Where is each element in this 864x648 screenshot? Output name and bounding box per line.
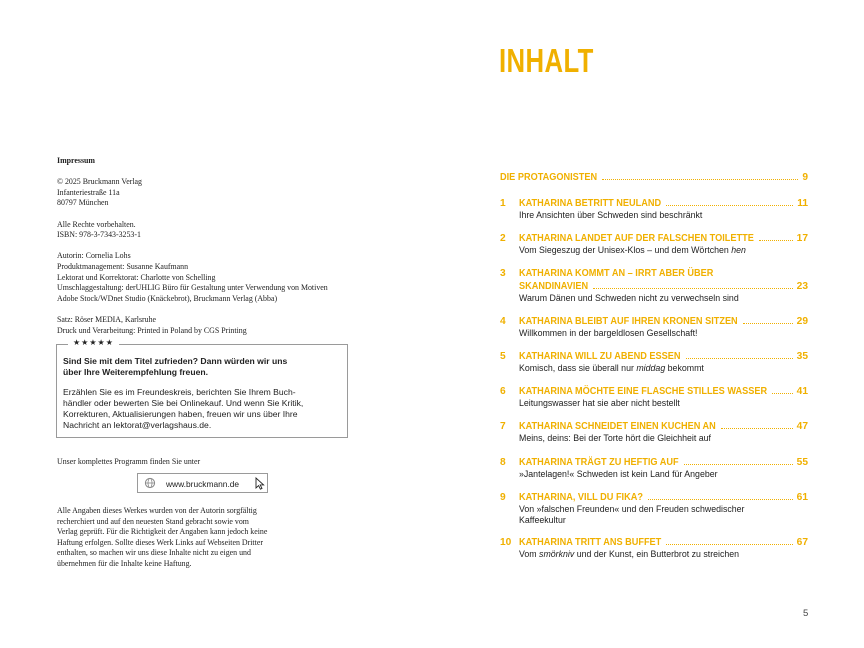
chapter-number: 7: [500, 421, 506, 432]
url-link[interactable]: [137, 473, 268, 493]
feedback-text: [63, 387, 343, 431]
toc-page-number: 35: [796, 351, 808, 362]
toc-entry-subtitle: Komisch, dass sie überall nur middag bekommt: [519, 363, 704, 373]
toc-entry-8[interactable]: [500, 456, 808, 480]
toc-entry-subtitle: Meins, deins: Bei der Torte hört die Gleichheit auf: [519, 433, 712, 443]
impressum-line: Produktmanagement: Susanne Kaufmann: [57, 261, 189, 271]
disclaimer-line: übernehmen für die Inhalte keine Haftung.: [57, 558, 192, 568]
toc-entry-2[interactable]: [500, 232, 808, 256]
toc-entry-subtitle: Vom smörkniv und der Kunst, ein Butterbrot zu streichen: [519, 549, 740, 559]
toc-entry-title: KATHARINA, VILL DU FIKA?: [519, 492, 643, 503]
chapter-number: 5: [500, 351, 506, 362]
toc-entry-subtitle: Ihre Ansichten über Schweden sind beschränkt: [519, 210, 703, 220]
rating-stars-icon: ★★★★★: [68, 338, 119, 348]
feedback-text-line: händler oder bewerten Sie bei Onlinekauf. Und wenn Sie Kritik,: [63, 398, 304, 408]
toc-page-number: 9: [802, 172, 808, 183]
toc-entry-7[interactable]: [500, 420, 808, 444]
impressum-line: Satz: Röser MEDIA, Karlsruhe: [57, 314, 157, 324]
toc-entry-title: KATHARINA SCHNEIDET EINEN KUCHEN AN: [519, 421, 716, 432]
toc-page-number: 55: [796, 457, 808, 468]
toc-entry-title: KATHARINA WILL ZU ABEND ESSEN: [519, 351, 681, 362]
toc-entry-intro[interactable]: [500, 171, 808, 184]
impressum-line: Lektorat und Korrektorat: Charlotte von Schelling: [57, 272, 216, 282]
toc-entry-9[interactable]: [500, 491, 808, 526]
toc-page-number: 17: [796, 233, 808, 244]
toc-entry-title: KATHARINA KOMMT AN – IRRT ABER ÜBER: [519, 268, 714, 279]
toc-entry-title: KATHARINA BETRITT NEULAND: [519, 198, 662, 209]
impressum-title: Impressum: [57, 156, 95, 165]
impressum-block: [57, 156, 357, 336]
toc-entry-subtitle: Willkommen in der bargeldlosen Gesellschaft!: [519, 328, 698, 338]
chapter-number: 8: [500, 457, 506, 468]
feedback-text-line: Korrekturen, Aktualisierungen haben, freuen wir uns über Ihre: [63, 409, 298, 419]
impressum-line: 80797 München: [57, 198, 109, 208]
toc-entry-title: KATHARINA TRITT ANS BUFFET: [519, 537, 662, 548]
impressum-line: Alle Rechte vorbehalten.: [57, 219, 136, 229]
impressum-isbn: ISBN: 978-3-7343-3253-1: [57, 230, 141, 240]
chapter-number: 2: [500, 233, 506, 244]
impressum-line: Infanteriestraße 11a: [57, 187, 120, 197]
disclaimer-text: [57, 506, 297, 570]
disclaimer-line: recherchiert und auf den neuesten Stand gebracht sowie vom: [57, 516, 249, 526]
mouse-cursor-icon: [255, 477, 265, 495]
toc-entry-3[interactable]: [500, 267, 808, 304]
globe-icon: [144, 477, 156, 492]
toc-entry-10[interactable]: [500, 536, 808, 560]
url-text: www.bruckmann.de: [166, 479, 240, 489]
impressum-line: Umschlaggestaltung: derUHLIG Büro für Gestaltung unter Verwendung von Motiven: [57, 283, 328, 293]
feedback-text-line: Erzählen Sie es im Freundeskreis, berichten Sie Ihrem Buch-: [63, 387, 296, 397]
chapter-number: 9: [500, 492, 506, 503]
program-label: Unser komplettes Programm finden Sie unter: [57, 457, 201, 466]
feedback-heading-line: Sind Sie mit dem Titel zufrieden? Dann würden wir uns: [63, 356, 288, 366]
toc-page-number: 67: [796, 537, 808, 548]
toc-entry-title: KATHARINA BLEIBT AUF IHREN KRONEN SITZEN: [519, 316, 738, 327]
toc-page-number: 61: [796, 492, 808, 503]
disclaimer-line: Alle Angaben dieses Werkes wurden von der Autorin sorgfältig: [57, 506, 257, 515]
toc-entry-6[interactable]: [500, 385, 808, 409]
feedback-text-line: Nachricht an lektorat@verlagshaus.de.: [63, 420, 212, 430]
impressum-line: Autorin: Cornelia Lohs: [57, 251, 131, 261]
toc-entry-subtitle: Von »falschen Freunden« und den Freuden schwedischer: [519, 504, 745, 514]
toc-page-number: 41: [796, 386, 808, 397]
toc-page-number: 47: [796, 421, 808, 432]
toc-title: INHALT: [499, 42, 594, 79]
toc-page-number: 23: [796, 281, 808, 292]
toc-page-number: 29: [796, 316, 808, 327]
chapter-number: 6: [500, 386, 506, 397]
toc-entry-title: KATHARINA MÖCHTE EINE FLASCHE STILLES WASSER: [519, 386, 768, 397]
chapter-number: 3: [500, 268, 506, 279]
chapter-number: 4: [500, 316, 506, 327]
toc-entry-subtitle: »Jantelagen!« Schweden ist kein Land für Angeber: [519, 469, 718, 479]
toc-entry-4[interactable]: [500, 315, 808, 339]
toc-entry-title: KATHARINA TRÄGT ZU HEFTIG AUF: [519, 457, 679, 468]
toc-page-number: 11: [797, 198, 808, 209]
chapter-number: 1: [500, 198, 506, 209]
disclaimer-line: enthalten, so machen wir uns diese Inhalte nicht zu eigen und: [57, 548, 251, 558]
toc-entry-title: KATHARINA LANDET AUF DER FALSCHEN TOILETTE: [519, 233, 754, 244]
toc-entry-1[interactable]: [500, 197, 808, 221]
toc-entry-subtitle: Warum Dänen und Schweden nicht zu verwechseln sind: [519, 293, 739, 303]
toc-entry-title: DIE PROTAGONISTEN: [500, 172, 598, 183]
impressum-line: © 2025 Bruckmann Verlag: [57, 177, 142, 187]
chapter-number: 10: [500, 537, 512, 548]
impressum-line: Druck und Verarbeitung: Printed in Poland by CGS Printing: [57, 325, 247, 335]
page-number: 5: [803, 608, 809, 619]
toc-entry-subtitle: Leitungswasser hat sie aber nicht bestellt: [519, 398, 680, 408]
disclaimer-line: Haftung erfolgen. Sollte dieses Werk Links auf Webseiten Dritter: [57, 537, 263, 547]
toc-entry-5[interactable]: [500, 350, 808, 374]
disclaimer-line: Verlag geprüft. Für die Richtigkeit der Angaben kann jedoch keine: [57, 527, 268, 537]
feedback-heading: [63, 356, 343, 378]
toc-entry-subtitle: Vom Siegeszug der Unisex-Klos – und dem Wörtchen hen: [519, 245, 746, 255]
impressum-line: Adobe Stock/WDnet Studio (Knäckebrot), Bruckmann Verlag (Abba): [57, 293, 278, 303]
feedback-heading-line: über Ihre Weiterempfehlung freuen.: [63, 367, 209, 377]
toc-entry-title-continued: SKANDINAVIEN: [519, 281, 589, 292]
toc-entry-subtitle: Kaffeekultur: [519, 515, 566, 525]
